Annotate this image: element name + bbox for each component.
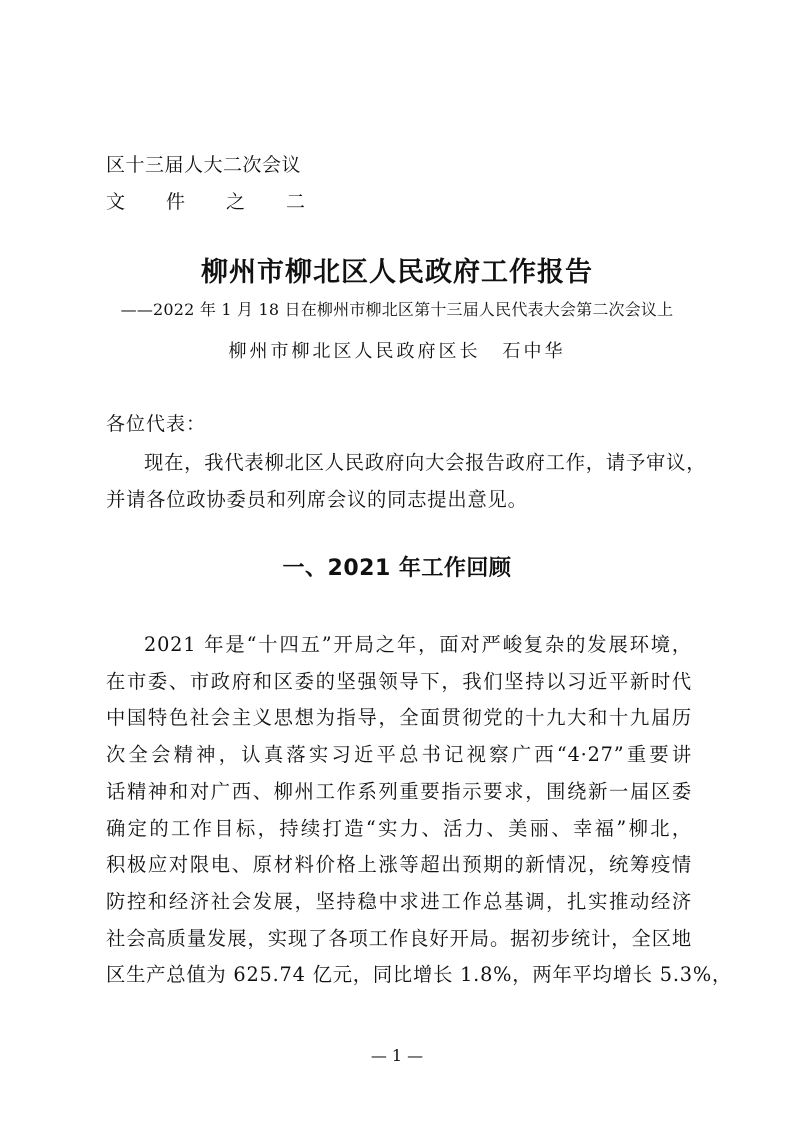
author-name: 石中华 bbox=[502, 341, 566, 362]
intro-line: 并请各位政协委员和列席会议的同志提出意见。 bbox=[106, 487, 528, 511]
salutation: 各位代表： bbox=[106, 413, 207, 435]
page-number: — 1 — bbox=[370, 1046, 424, 1065]
document-subtitle: ——2022 年 1 月 18 日在柳州市柳北区第十三届人民代表大会第二次会议上 bbox=[120, 300, 674, 319]
body-line: 积极应对限电、原材料价格上涨等超出预期的新情况，统筹疫情 bbox=[106, 853, 692, 877]
author-line bbox=[0, 337, 794, 363]
body-paragraph bbox=[106, 627, 733, 994]
meeting-label: 区十三届人大二次会议 bbox=[106, 154, 302, 176]
document-title: 柳州市柳北区人民政府工作报告 bbox=[201, 257, 593, 288]
body-line: 2021 年是“十四五”开局之年，面对严峻复杂的发展环境， bbox=[144, 633, 692, 656]
body-line: 防控和经济社会发展，坚持稳中求进工作总基调，扎实推动经济 bbox=[106, 889, 692, 913]
body-line: 中国特色社会主义思想为指导，全面贯彻党的十九大和十九届历 bbox=[106, 706, 692, 730]
body-line: 话精神和对广西、柳州工作系列重要指示要求，围绕新一届区委 bbox=[106, 779, 692, 803]
intro-paragraph bbox=[106, 445, 707, 518]
body-line: 社会高质量发展，实现了各项工作良好开局。据初步统计，全区地 bbox=[106, 926, 692, 950]
body-line: 在市委、市政府和区委的坚强领导下，我们坚持以习近平新时代 bbox=[106, 669, 692, 693]
section-heading: 一、2021 年工作回顾 bbox=[282, 556, 512, 581]
author-position: 柳州市柳北区人民政府区长 bbox=[228, 341, 481, 362]
document-number: 文件之二 bbox=[106, 191, 347, 213]
intro-line: 现在，我代表柳北区人民政府向大会报告政府工作，请予审议， bbox=[144, 451, 707, 474]
body-line: 确定的工作目标，持续打造“实力、活力、美丽、幸福”柳北， bbox=[106, 816, 692, 840]
body-line: 次全会精神，认真落实习近平总书记视察广西“4·27”重要讲 bbox=[106, 743, 692, 767]
body-line: 区生产总值为 625.74 亿元，同比增长 1.8%，两年平均增长 5.3%， bbox=[106, 963, 733, 987]
